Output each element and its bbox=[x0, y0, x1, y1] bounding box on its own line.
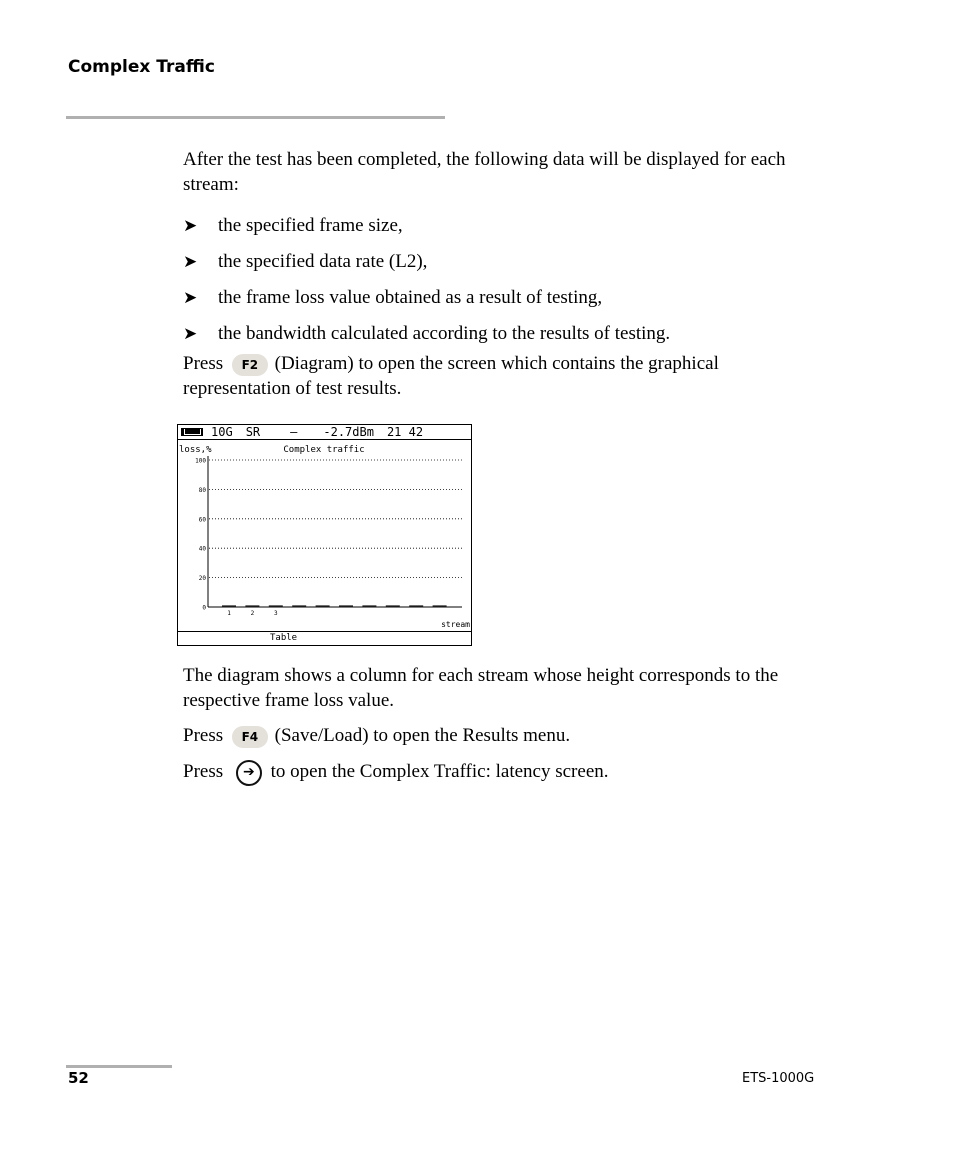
bullet-arrow-icon: ➤ bbox=[183, 252, 198, 271]
table-softkey[interactable]: Table bbox=[270, 633, 298, 643]
press-label: Press bbox=[183, 353, 224, 374]
y-tick-label: 80 bbox=[198, 486, 206, 494]
bar bbox=[386, 605, 400, 606]
bar bbox=[339, 605, 353, 606]
bar bbox=[316, 605, 330, 606]
bar bbox=[362, 605, 376, 606]
bullet-arrow-icon: ➤ bbox=[183, 216, 198, 235]
press-arrow-paragraph bbox=[183, 759, 823, 786]
press-label: Press bbox=[183, 725, 224, 746]
y-tick-label: 20 bbox=[198, 575, 206, 583]
bar bbox=[269, 605, 283, 606]
press-f2-text: (Diagram) to open the screen which contains the graphical representation of test results. bbox=[183, 353, 719, 399]
x-axis-label: stream bbox=[441, 620, 470, 629]
status-power: -2.7dBm bbox=[323, 425, 374, 439]
y-tick-label: 0 bbox=[202, 604, 206, 612]
list-item bbox=[183, 280, 823, 316]
screen-softkey-bar bbox=[178, 631, 471, 645]
list-item-text: the specified frame size, bbox=[218, 215, 403, 236]
status-mode: SR bbox=[245, 425, 261, 439]
x-tick-label: 1 bbox=[227, 610, 231, 617]
intro-paragraph: After the test has been completed, the following data will be displayed for each stream: bbox=[183, 149, 786, 195]
x-tick-label: 3 bbox=[273, 610, 278, 617]
bullet-arrow-icon: ➤ bbox=[183, 288, 198, 307]
page-number: 52 bbox=[68, 1069, 89, 1087]
bar bbox=[409, 605, 423, 606]
status-rate: 10G bbox=[211, 425, 233, 439]
y-tick-label: 60 bbox=[198, 516, 206, 524]
list-item bbox=[183, 244, 823, 280]
f2-key: F2 bbox=[232, 354, 268, 376]
bar bbox=[222, 605, 236, 606]
envelope-icon bbox=[181, 428, 203, 436]
bar bbox=[245, 605, 259, 606]
y-tick-label: 40 bbox=[198, 545, 206, 553]
screen-status-bar bbox=[178, 425, 471, 440]
y-tick-label: 100 bbox=[195, 457, 206, 465]
bar bbox=[433, 605, 447, 606]
list-item-text: the specified data rate (L2), bbox=[218, 251, 428, 272]
press-f4-paragraph bbox=[183, 723, 823, 748]
right-arrow-icon: ➔ bbox=[236, 760, 262, 786]
section-title: Complex Traffic bbox=[68, 57, 215, 77]
list-item-text: the frame loss value obtained as a result of testing, bbox=[218, 287, 603, 308]
list-item-text: the bandwidth calculated according to the results of testing. bbox=[218, 323, 671, 344]
press-arrow-text: to open the Complex Traffic: latency screen. bbox=[270, 761, 609, 782]
diagram-description: The diagram shows a column for each stream whose height corresponds to the respective frame loss value. bbox=[183, 665, 779, 711]
press-f2-paragraph bbox=[183, 351, 823, 401]
press-label: Press bbox=[183, 761, 224, 782]
list-item bbox=[183, 208, 823, 244]
status-time: 21 42 bbox=[386, 425, 424, 439]
status-dash: – bbox=[290, 425, 298, 439]
product-name: ETS-1000G bbox=[742, 1071, 815, 1086]
f4-key: F4 bbox=[232, 726, 268, 748]
y-axis-label: loss,% bbox=[179, 445, 212, 455]
header-rule bbox=[66, 116, 445, 119]
press-f4-text: (Save/Load) to open the Results menu. bbox=[274, 725, 571, 746]
frame-loss-chart bbox=[178, 440, 471, 630]
result-fields-list bbox=[183, 208, 823, 352]
list-item bbox=[183, 316, 823, 352]
bullet-arrow-icon: ➤ bbox=[183, 324, 198, 343]
bar bbox=[292, 605, 306, 606]
footer-rule bbox=[66, 1065, 172, 1068]
device-screen bbox=[177, 424, 472, 646]
chart-title: Complex traffic bbox=[283, 445, 365, 455]
x-tick-label: 2 bbox=[250, 610, 255, 617]
